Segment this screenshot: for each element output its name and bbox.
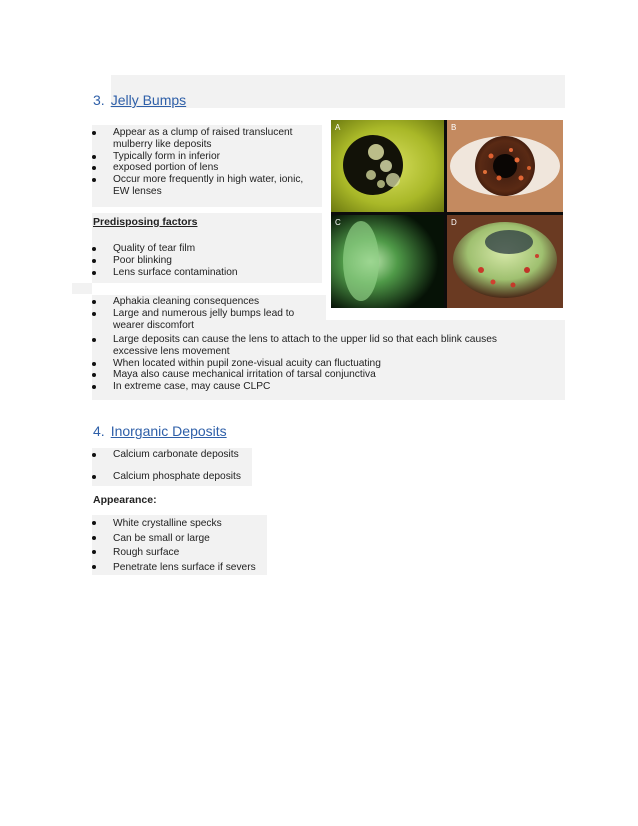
predisposing-factors-label: Predisposing factors: [93, 216, 198, 228]
list-item: In extreme case, may cause CLPC: [92, 381, 542, 393]
list-item: Poor blinking: [92, 255, 317, 267]
appearance-label: Appearance:: [93, 494, 157, 506]
list-item: Lens surface contamination: [92, 267, 317, 279]
photo-panel-a: [331, 120, 444, 212]
section-4-title: Inorganic Deposits: [110, 423, 227, 439]
section-4-heading: [93, 423, 227, 439]
list-item: Large deposits can cause the lens to attach to the upper lid so that each blink causes excessive lens movement: [92, 334, 542, 358]
list-item: Calcium carbonate deposits: [92, 449, 292, 461]
list-item: exposed portion of lens: [92, 162, 317, 174]
margin-shade: [72, 283, 92, 294]
list-item: Large and numerous jelly bumps lead to wearer discomfort: [92, 308, 322, 332]
list-item: Calcium phosphate deposits: [92, 471, 292, 483]
jelly-bumps-clinical-photo: [331, 120, 563, 308]
list-item: Aphakia cleaning consequences: [92, 296, 322, 308]
list-item: White crystalline specks: [92, 517, 292, 532]
photo-panel-d: [447, 215, 563, 308]
section-3-heading: [93, 92, 186, 108]
appearance-list: [92, 517, 292, 575]
consequences-list-wide: [92, 334, 542, 393]
section-4-number: 4.: [93, 423, 105, 439]
list-item: Can be small or large: [92, 532, 292, 547]
photo-label-d: D: [451, 218, 457, 227]
list-item: Rough surface: [92, 546, 292, 561]
consequences-list: [92, 296, 322, 331]
list-item: When located within pupil zone-visual acuity can fluctuating: [92, 358, 542, 370]
section-3-title: Jelly Bumps: [110, 92, 187, 108]
list-item: Typically form in inferior: [92, 151, 317, 163]
list-item: Penetrate lens surface if severs: [92, 561, 292, 576]
list-item: Appear as a clump of raised translucent mulberry like deposits: [92, 127, 317, 151]
section-3-number: 3.: [93, 92, 105, 108]
photo-panel-b: [447, 120, 563, 212]
jelly-bumps-description-list: [92, 127, 317, 198]
photo-label-b: B: [451, 123, 457, 132]
list-item: Maya also cause mechanical irritation of tarsal conjunctiva: [92, 369, 542, 381]
photo-panel-c: [331, 215, 444, 308]
list-item: Occur more frequently in high water, ionic, EW lenses: [92, 174, 317, 198]
list-item: Quality of tear film: [92, 243, 317, 255]
inorganic-deposits-list: [92, 449, 292, 483]
photo-label-c: C: [335, 218, 341, 227]
photo-label-a: A: [335, 123, 341, 132]
predisposing-factors-list: [92, 243, 317, 278]
